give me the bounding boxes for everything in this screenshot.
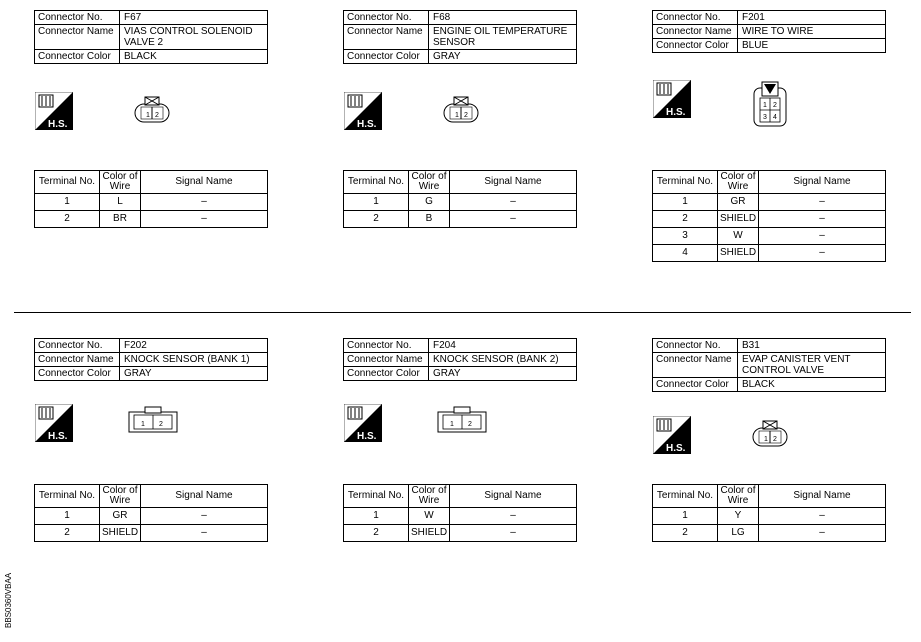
pin-2: 2 bbox=[159, 421, 163, 428]
table-row: 2 SHIELD – bbox=[344, 525, 577, 542]
connector-2pin-icon bbox=[128, 406, 178, 434]
table-row: 1 G – bbox=[344, 194, 577, 211]
connector-icon-row bbox=[343, 404, 577, 444]
col-terminal-no: Terminal No. bbox=[344, 171, 409, 194]
label-connector-name: Connector Name bbox=[653, 353, 738, 378]
terminal-table bbox=[34, 170, 268, 228]
label-connector-color: Connector Color bbox=[653, 378, 738, 392]
table-row: 2 LG – bbox=[653, 525, 886, 542]
hs-harness-side-icon bbox=[344, 404, 382, 442]
table-row: 1 GR – bbox=[653, 194, 886, 211]
connector-color-value: GRAY bbox=[120, 367, 268, 381]
pin-2: 2 bbox=[468, 421, 472, 428]
connector-no-value: F202 bbox=[120, 339, 268, 353]
connector-no-value: B31 bbox=[738, 339, 886, 353]
section-divider bbox=[14, 312, 911, 313]
pin-2: 2 bbox=[773, 102, 777, 109]
terminal-table bbox=[652, 484, 886, 542]
pin-2: 2 bbox=[155, 112, 159, 119]
label-connector-no: Connector No. bbox=[653, 339, 738, 353]
label-connector-no: Connector No. bbox=[344, 11, 429, 25]
table-row: 2 BR – bbox=[35, 211, 268, 228]
label-connector-name: Connector Name bbox=[344, 25, 429, 50]
pin-3: 3 bbox=[763, 114, 767, 121]
pin-2: 2 bbox=[773, 436, 777, 443]
col-terminal-no: Terminal No. bbox=[344, 485, 409, 508]
col-terminal-no: Terminal No. bbox=[653, 171, 718, 194]
col-color-of-wire: Color of Wire bbox=[100, 485, 141, 508]
col-color-of-wire: Color of Wire bbox=[718, 171, 759, 194]
connector-block-f68 bbox=[343, 10, 577, 224]
connector-2pin-icon bbox=[437, 406, 487, 434]
hs-harness-side-icon bbox=[653, 80, 691, 118]
pin-1: 1 bbox=[763, 102, 767, 109]
pin-2: 2 bbox=[464, 112, 468, 119]
connector-no-value: F204 bbox=[429, 339, 577, 353]
col-terminal-no: Terminal No. bbox=[653, 485, 718, 508]
label-connector-color: Connector Color bbox=[35, 50, 120, 64]
connector-2pin-icon bbox=[441, 94, 481, 124]
label-connector-no: Connector No. bbox=[344, 339, 429, 353]
connector-2pin-icon bbox=[750, 418, 790, 448]
connector-name-value: VIAS CONTROL SOLENOID VALVE 2 bbox=[120, 25, 268, 50]
hs-label: H.S. bbox=[357, 431, 377, 442]
label-connector-color: Connector Color bbox=[653, 39, 738, 53]
hs-label: H.S. bbox=[666, 107, 686, 118]
pin-4: 4 bbox=[773, 114, 777, 121]
col-color-of-wire: Color of Wire bbox=[100, 171, 141, 194]
connector-icon-row bbox=[652, 416, 886, 456]
connector-color-value: BLACK bbox=[738, 378, 886, 392]
connector-color-value: BLACK bbox=[120, 50, 268, 64]
label-connector-no: Connector No. bbox=[653, 11, 738, 25]
pin-1: 1 bbox=[764, 436, 768, 443]
pin-1: 1 bbox=[455, 112, 459, 119]
table-row: 1 GR – bbox=[35, 508, 268, 525]
hs-label: H.S. bbox=[357, 119, 377, 130]
terminal-table bbox=[34, 484, 268, 542]
col-signal-name: Signal Name bbox=[450, 485, 577, 508]
figure-code: BBS0360VBAA bbox=[4, 572, 13, 628]
terminal-table bbox=[343, 484, 577, 542]
connector-4pin-icon bbox=[752, 80, 788, 128]
label-connector-name: Connector Name bbox=[35, 25, 120, 50]
connector-header-table bbox=[34, 338, 268, 381]
table-row: 4 SHIELD – bbox=[653, 245, 886, 262]
col-signal-name: Signal Name bbox=[759, 171, 886, 194]
connector-block-b31 bbox=[652, 338, 886, 538]
terminal-table bbox=[652, 170, 886, 262]
label-connector-no: Connector No. bbox=[35, 11, 120, 25]
table-row: 1 L – bbox=[35, 194, 268, 211]
label-connector-color: Connector Color bbox=[35, 367, 120, 381]
label-connector-color: Connector Color bbox=[344, 367, 429, 381]
label-connector-name: Connector Name bbox=[344, 353, 429, 367]
col-color-of-wire: Color of Wire bbox=[718, 485, 759, 508]
connector-no-value: F68 bbox=[429, 11, 577, 25]
connector-color-value: GRAY bbox=[429, 367, 577, 381]
label-connector-name: Connector Name bbox=[35, 353, 120, 367]
label-connector-color: Connector Color bbox=[344, 50, 429, 64]
hs-harness-side-icon bbox=[344, 92, 382, 130]
hs-label: H.S. bbox=[48, 431, 68, 442]
hs-harness-side-icon bbox=[35, 92, 73, 130]
connector-color-value: BLUE bbox=[738, 39, 886, 53]
label-connector-name: Connector Name bbox=[653, 25, 738, 39]
connector-header-table bbox=[34, 10, 268, 64]
pin-1: 1 bbox=[146, 112, 150, 119]
connector-name-value: KNOCK SENSOR (BANK 2) bbox=[429, 353, 577, 367]
table-row: 1 Y – bbox=[653, 508, 886, 525]
col-signal-name: Signal Name bbox=[141, 485, 268, 508]
connector-color-value: GRAY bbox=[429, 50, 577, 64]
col-signal-name: Signal Name bbox=[141, 171, 268, 194]
connector-icon-row bbox=[343, 92, 577, 132]
col-color-of-wire: Color of Wire bbox=[409, 171, 450, 194]
connector-icon-row bbox=[34, 92, 268, 132]
connector-2pin-icon bbox=[132, 94, 172, 124]
connector-header-table bbox=[343, 338, 577, 381]
connector-no-value: F201 bbox=[738, 11, 886, 25]
hs-harness-side-icon bbox=[653, 416, 691, 454]
table-row: 2 SHIELD – bbox=[35, 525, 268, 542]
connector-block-f67 bbox=[34, 10, 268, 224]
connector-name-value: ENGINE OIL TEMPERATURE SENSOR bbox=[429, 25, 577, 50]
connector-header-table bbox=[343, 10, 577, 64]
connector-name-value: KNOCK SENSOR (BANK 1) bbox=[120, 353, 268, 367]
col-signal-name: Signal Name bbox=[759, 485, 886, 508]
table-row: 2 SHIELD – bbox=[653, 211, 886, 228]
hs-label: H.S. bbox=[48, 119, 68, 130]
connector-icon-row bbox=[34, 404, 268, 444]
col-signal-name: Signal Name bbox=[450, 171, 577, 194]
table-row: 2 B – bbox=[344, 211, 577, 228]
connector-header-table bbox=[652, 10, 886, 53]
pin-1: 1 bbox=[450, 421, 454, 428]
hs-label: H.S. bbox=[666, 443, 686, 454]
connector-block-f201 bbox=[652, 10, 886, 258]
label-connector-no: Connector No. bbox=[35, 339, 120, 353]
terminal-table bbox=[343, 170, 577, 228]
col-terminal-no: Terminal No. bbox=[35, 485, 100, 508]
pin-1: 1 bbox=[141, 421, 145, 428]
col-color-of-wire: Color of Wire bbox=[409, 485, 450, 508]
col-terminal-no: Terminal No. bbox=[35, 171, 100, 194]
table-row: 3 W – bbox=[653, 228, 886, 245]
hs-harness-side-icon bbox=[35, 404, 73, 442]
connector-header-table bbox=[652, 338, 886, 392]
connector-block-f202 bbox=[34, 338, 268, 538]
connector-name-value: EVAP CANISTER VENT CONTROL VALVE bbox=[738, 353, 886, 378]
table-row: 1 W – bbox=[344, 508, 577, 525]
connector-icon-row bbox=[652, 80, 886, 120]
connector-block-f204 bbox=[343, 338, 577, 538]
connector-no-value: F67 bbox=[120, 11, 268, 25]
connector-name-value: WIRE TO WIRE bbox=[738, 25, 886, 39]
